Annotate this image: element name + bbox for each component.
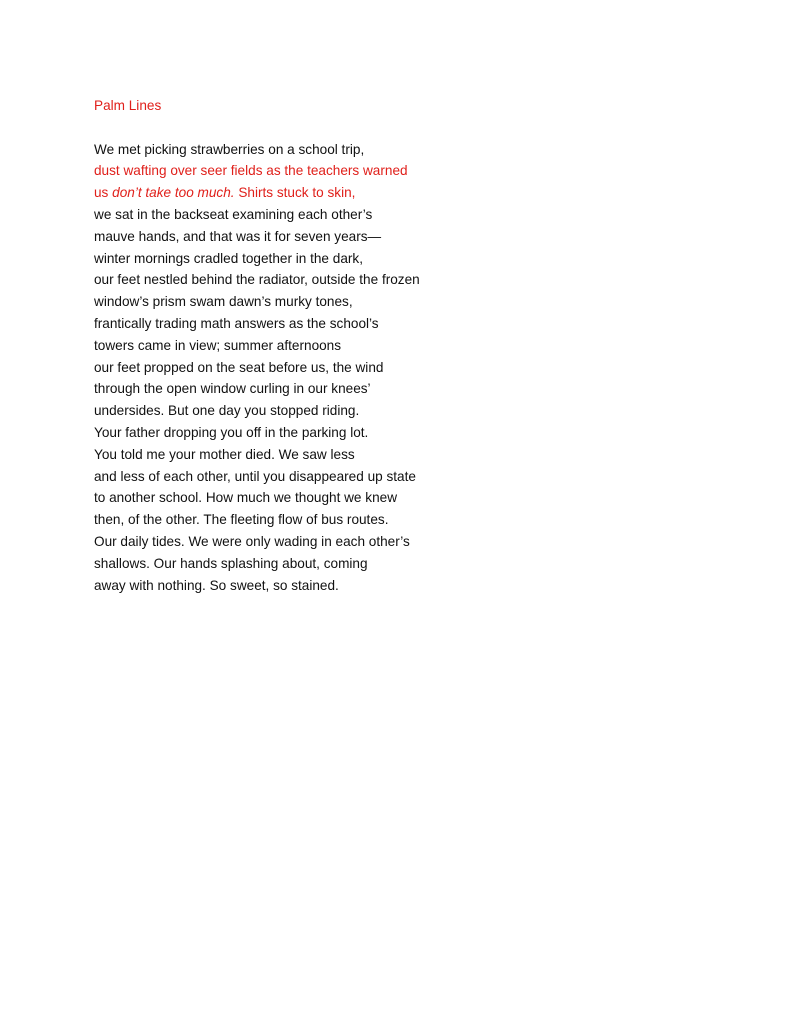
poem-line-segment: then, of the other. The fleeting flow of bus routes. [94, 512, 389, 528]
poem-line-segment: to another school. How much we thought we knew [94, 490, 398, 506]
poem-line-segment: us [94, 185, 113, 201]
poem-line-segment: Our daily tides. We were only wading in each other’s [94, 533, 410, 549]
poem-line-segment: We met picking strawberries on a school trip, [94, 141, 365, 157]
poem-line [94, 335, 694, 357]
poem-line [94, 487, 694, 509]
poem-line [94, 182, 694, 204]
poem-line-segment: You told me your mother died. We saw less [94, 446, 355, 462]
poem-line-segment: frantically trading math answers as the school’s [94, 315, 379, 331]
poem-line-segment: winter mornings cradled together in the dark, [94, 250, 363, 266]
poem-body [94, 139, 694, 597]
poem-line [94, 509, 694, 531]
stanza-gap [94, 117, 694, 139]
poem-line-segment: our feet propped on the seat before us, the wind [94, 359, 384, 375]
poem-line [94, 139, 694, 161]
poem-line-segment: shallows. Our hands splashing about, coming [94, 555, 368, 571]
poem [94, 95, 694, 596]
poem-line [94, 575, 694, 597]
poem-line [94, 204, 694, 226]
poem-line-segment: Shirts stuck to skin, [234, 185, 356, 201]
poem-line-segment: window’s prism swam dawn’s murky tones, [94, 294, 353, 310]
poem-line [94, 553, 694, 575]
poem-line [94, 466, 694, 488]
poem-line-segment: mauve hands, and that was it for seven years— [94, 228, 382, 244]
poem-line-segment: away with nothing. So sweet, so stained. [94, 577, 339, 593]
poem-line [94, 269, 694, 291]
poem-line-segment: our feet nestled behind the radiator, outside the frozen [94, 272, 420, 288]
poem-line [94, 313, 694, 335]
poem-line-segment: we sat in the backseat examining each other’s [94, 206, 373, 222]
poem-line [94, 531, 694, 553]
poem-line [94, 248, 694, 270]
poem-line [94, 400, 694, 422]
poem-line [94, 226, 694, 248]
poem-line-segment: Your father dropping you off in the parking lot. [94, 424, 369, 440]
poem-line-segment: undersides. But one day you stopped riding. [94, 403, 360, 419]
poem-line [94, 422, 694, 444]
poem-line [94, 291, 694, 313]
poem-line [94, 160, 694, 182]
poem-line [94, 378, 694, 400]
poem-line [94, 357, 694, 379]
poem-line-segment: towers came in view; summer afternoons [94, 337, 342, 353]
poem-title: Palm Lines [94, 98, 162, 113]
poem-line [94, 444, 694, 466]
poem-line-segment: through the open window curling in our knees’ [94, 381, 371, 397]
poem-line-segment: dust wafting over seer fields as the teachers warned [94, 163, 408, 179]
poem-line-segment: and less of each other, until you disappeared up state [94, 468, 416, 484]
poem-line-italic-segment: don’t take too much. [112, 185, 235, 201]
